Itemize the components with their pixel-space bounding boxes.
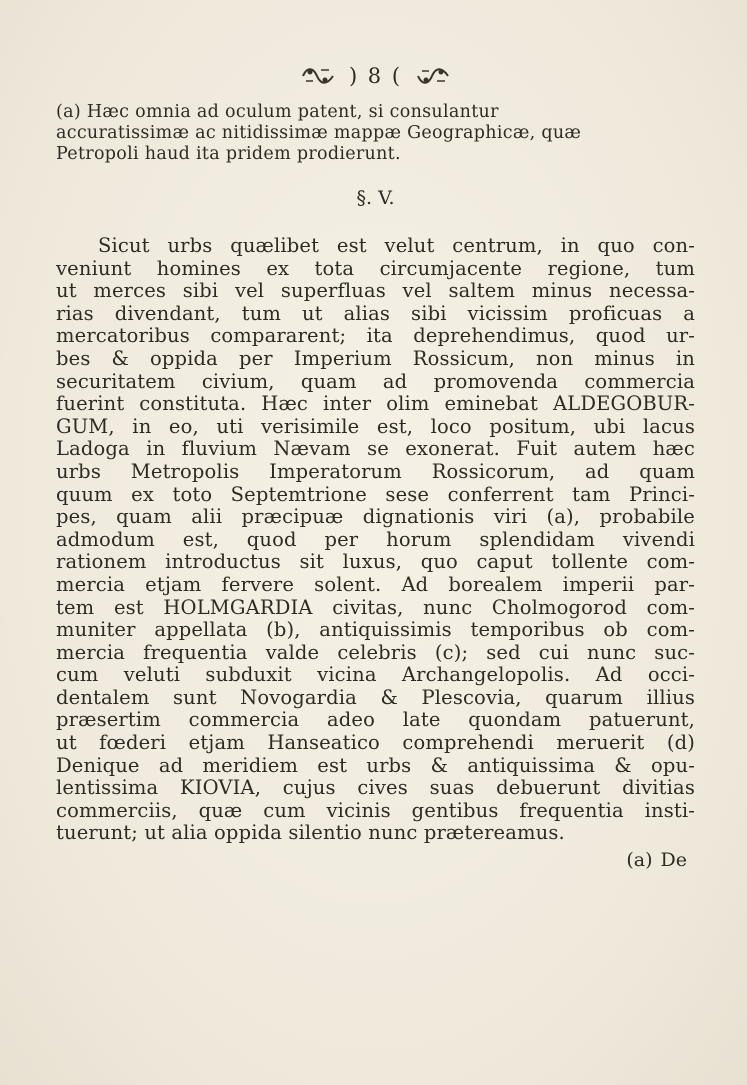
left-ornament-icon [301, 65, 335, 87]
text-line: GUM, in eo, uti verisimile est, loco positum, ubi lacus [56, 414, 695, 438]
text-line: commerciis, quæ cum vicinis gentibus frequentia insti- [56, 798, 695, 822]
text-line: rationem introductus sit luxus, quo caput tollente com- [56, 550, 695, 574]
text-line: pes, quam alii præcipuæ dignationis viri (a), probabile [56, 505, 695, 529]
page-number: ) 8 ( [348, 64, 403, 88]
text-line: Denique ad meridiem est urbs & antiquissima & opu- [56, 753, 695, 777]
text-line: quum ex toto Septemtrione sese conferrent tam Princi- [56, 482, 695, 506]
text-line: veniunt homines ex tota circumjacente regione, tum [56, 256, 695, 280]
text-line: admodum est, quod per horum splendidam vivendi [56, 527, 695, 551]
text-line: lentissima KIOVIA, cujus cives suas debuerunt divitias [56, 776, 695, 800]
text-line: bes & oppida per Imperium Rossicum, non minus in [56, 346, 695, 370]
text-line: ut merces sibi vel superfluas vel saltem minus necessa- [56, 279, 695, 303]
footnote-line: Petropoli haud ita pridem prodierunt. [56, 144, 401, 164]
text-line: cum veluti subduxit vicina Archangelopolis. Ad occi- [56, 663, 695, 687]
catchword-text: De [660, 849, 687, 872]
catchword [56, 849, 687, 871]
text-line: Ladoga in fluvium Nævam se exonerat. Fuit autem hæc [56, 437, 695, 461]
text-line: muniter appellata (b), antiquissimis temporibus ob com- [56, 618, 695, 642]
text-line: ut fœderi etjam Hanseatico comprehendi meruerit (d) [56, 731, 695, 755]
text-line: tuerunt; ut alia oppida silentio nunc prætereamus. [56, 821, 565, 845]
text-line: fuerint constituta. Hæc inter olim eminebat ALDEGOBUR- [56, 392, 695, 416]
text-line: præsertim commercia adeo late quondam patuerunt, [56, 708, 695, 732]
right-ornament-icon [416, 65, 450, 87]
text-line: urbs Metropolis Imperatorum Rossicorum, ad quam [56, 459, 695, 483]
text-line: mercatoribus compararent; ita deprehendimus, quod ur- [56, 324, 695, 348]
text-line: mercia etjam fervere solent. Ad borealem imperii par- [56, 572, 695, 596]
footnote-block [56, 102, 695, 165]
text-line: mercia frequentia valde celebris (c); sed cui nunc suc- [56, 640, 695, 664]
text-line: rias divendant, tum ut alias sibi vicissim proficuas a [56, 301, 695, 325]
section-heading: §. V. [356, 187, 395, 209]
text-line: dentalem sunt Novogardia & Plescovia, quarum illius [56, 685, 695, 709]
footnote-line: accuratissimæ ac nitidissimæ mappæ Geographicæ, quæ [56, 123, 582, 143]
body-paragraph [56, 235, 695, 845]
catchword-marker: (a) [626, 849, 653, 872]
footnote-line: (a) Hæc omnia ad oculum patent, si consulantur [56, 102, 499, 122]
text-line: securitatem civium, quam ad promovenda commercia [56, 369, 695, 393]
text-line: Sicut urbs quælibet est velut centrum, in quo con- [98, 234, 695, 257]
text-line: tem est HOLMGARDIA civitas, nunc Cholmogorod com- [56, 595, 695, 619]
page-header [56, 64, 695, 88]
